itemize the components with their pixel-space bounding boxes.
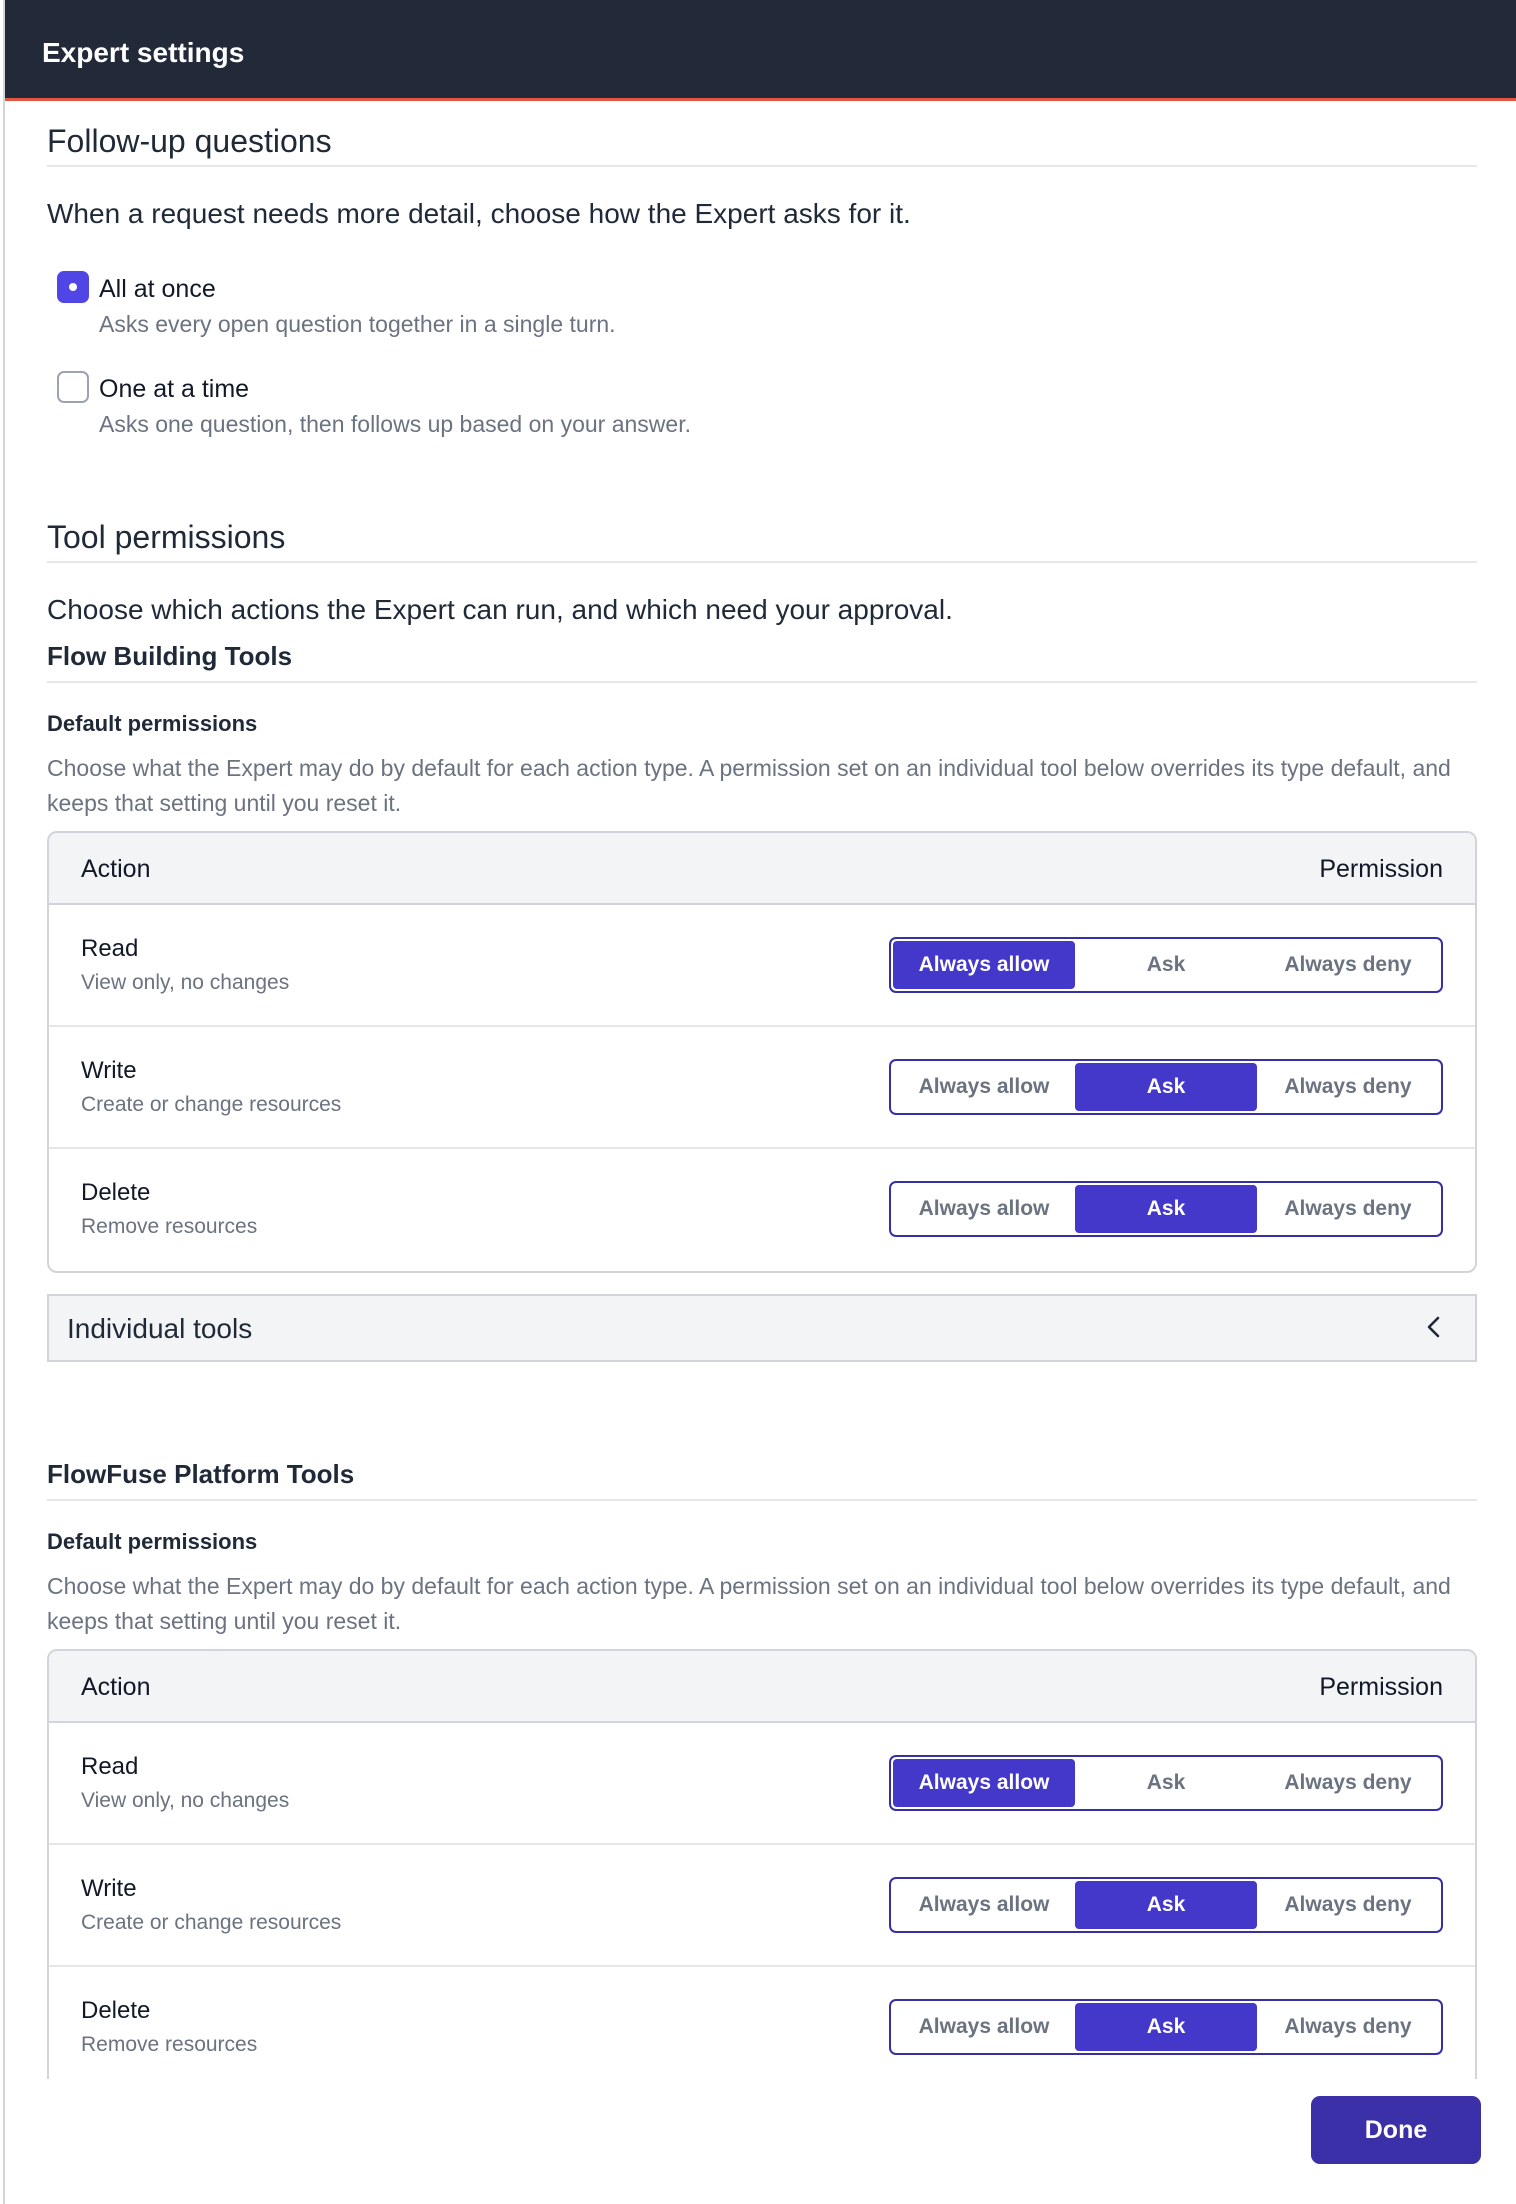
permission-option-ask[interactable]: Ask xyxy=(1146,1771,1186,1794)
permission-option-ask[interactable]: Ask xyxy=(1146,953,1186,976)
action-description: View only, no changes xyxy=(81,971,290,994)
radio-all-at-once[interactable] xyxy=(57,271,89,303)
dialog-header xyxy=(5,0,1516,101)
divider xyxy=(47,165,1477,167)
permission-option-always-allow[interactable]: Always allow xyxy=(918,1893,1050,1916)
divider xyxy=(47,681,1477,683)
action-name: Delete xyxy=(81,1997,151,2024)
permission-row-delete xyxy=(49,1967,1475,2079)
dialog-title: Expert settings xyxy=(42,37,245,68)
action-description: Create or change resources xyxy=(81,1093,342,1116)
permission-row-write xyxy=(49,1027,1475,1149)
default-permissions-title: Default permissions xyxy=(47,711,258,736)
individual-tools-label: Individual tools xyxy=(67,1313,253,1344)
column-permission: Permission xyxy=(1319,1673,1443,1701)
default-permissions-title: Default permissions xyxy=(47,1529,258,1554)
permissions-table-flow-building xyxy=(47,831,1477,1273)
tool-permissions-title: Tool permissions xyxy=(47,519,286,555)
individual-tools-toggle[interactable] xyxy=(47,1294,1477,1362)
option-label: One at a time xyxy=(99,375,250,403)
action-description: View only, no changes xyxy=(81,1789,290,1812)
dialog-footer xyxy=(5,2079,1516,2204)
permission-option-always-allow[interactable]: Always allow xyxy=(893,1759,1075,1807)
permission-option-always-deny[interactable]: Always deny xyxy=(1284,1075,1412,1098)
permissions-table-flowfuse-platform xyxy=(47,1649,1477,2079)
action-name: Read xyxy=(81,935,139,962)
column-action: Action xyxy=(81,1673,151,1701)
permission-option-always-deny[interactable]: Always deny xyxy=(1284,1197,1412,1220)
done-button[interactable]: Done xyxy=(1311,2096,1481,2164)
permission-option-ask[interactable]: Ask xyxy=(1075,1881,1257,1929)
expert-settings-dialog xyxy=(3,0,1516,2204)
permission-row-read xyxy=(49,1723,1475,1845)
permission-option-always-allow[interactable]: Always allow xyxy=(893,941,1075,989)
column-action: Action xyxy=(81,855,151,883)
action-description: Remove resources xyxy=(81,2033,258,2056)
column-permission: Permission xyxy=(1319,855,1443,883)
permission-option-always-deny[interactable]: Always deny xyxy=(1284,1771,1412,1794)
dialog-body[interactable] xyxy=(5,101,1516,2079)
tool-permissions-description: Choose which actions the Expert can run, and which need your approval. xyxy=(47,594,953,625)
permission-option-always-allow[interactable]: Always allow xyxy=(918,1075,1050,1098)
chevron-left-icon xyxy=(1421,1314,1447,1340)
follow-up-title: Follow-up questions xyxy=(47,123,332,159)
divider xyxy=(47,561,1477,563)
permission-option-always-deny[interactable]: Always deny xyxy=(1284,953,1412,976)
permission-row-read xyxy=(49,905,1475,1027)
option-label: All at once xyxy=(99,275,216,303)
radio-one-at-a-time[interactable] xyxy=(57,371,89,403)
group-title-flowfuse-platform: FlowFuse Platform Tools xyxy=(47,1459,355,1489)
permission-option-always-allow[interactable]: Always allow xyxy=(918,1197,1050,1220)
table-header xyxy=(49,1651,1475,1723)
follow-up-description: When a request needs more detail, choose how the Expert asks for it. xyxy=(47,198,911,229)
permission-option-always-deny[interactable]: Always deny xyxy=(1284,1893,1412,1916)
permission-row-write xyxy=(49,1845,1475,1967)
permission-option-ask[interactable]: Ask xyxy=(1075,1063,1257,1111)
action-name: Read xyxy=(81,1753,139,1780)
permission-row-delete xyxy=(49,1149,1475,1271)
permission-segmented-control xyxy=(889,1877,1443,1933)
permission-segmented-control xyxy=(889,1059,1443,1115)
divider xyxy=(47,1499,1477,1501)
action-description: Remove resources xyxy=(81,1215,258,1238)
action-name: Delete xyxy=(81,1179,151,1206)
group-title-flow-building: Flow Building Tools xyxy=(47,641,293,671)
permission-segmented-control xyxy=(889,1999,1443,2055)
default-permissions-help: Choose what the Expert may do by default for each action type. A permission set on an individual tool below overrides its type default, and keeps that setting until you reset it. xyxy=(47,755,1451,816)
action-description: Create or change resources xyxy=(81,1911,342,1934)
permission-segmented-control xyxy=(889,937,1443,993)
table-header xyxy=(49,833,1475,905)
permission-option-ask[interactable]: Ask xyxy=(1075,2003,1257,2051)
permission-option-always-deny[interactable]: Always deny xyxy=(1284,2015,1412,2038)
action-name: Write xyxy=(81,1057,137,1084)
permission-option-ask[interactable]: Ask xyxy=(1075,1185,1257,1233)
default-permissions-help: Choose what the Expert may do by default for each action type. A permission set on an individual tool below overrides its type default, and keeps that setting until you reset it. xyxy=(47,1573,1451,1634)
option-help: Asks every open question together in a single turn. xyxy=(99,311,616,337)
permission-segmented-control xyxy=(889,1755,1443,1811)
permission-segmented-control xyxy=(889,1181,1443,1237)
option-help: Asks one question, then follows up based on your answer. xyxy=(99,411,691,437)
action-name: Write xyxy=(81,1875,137,1902)
permission-option-always-allow[interactable]: Always allow xyxy=(918,2015,1050,2038)
